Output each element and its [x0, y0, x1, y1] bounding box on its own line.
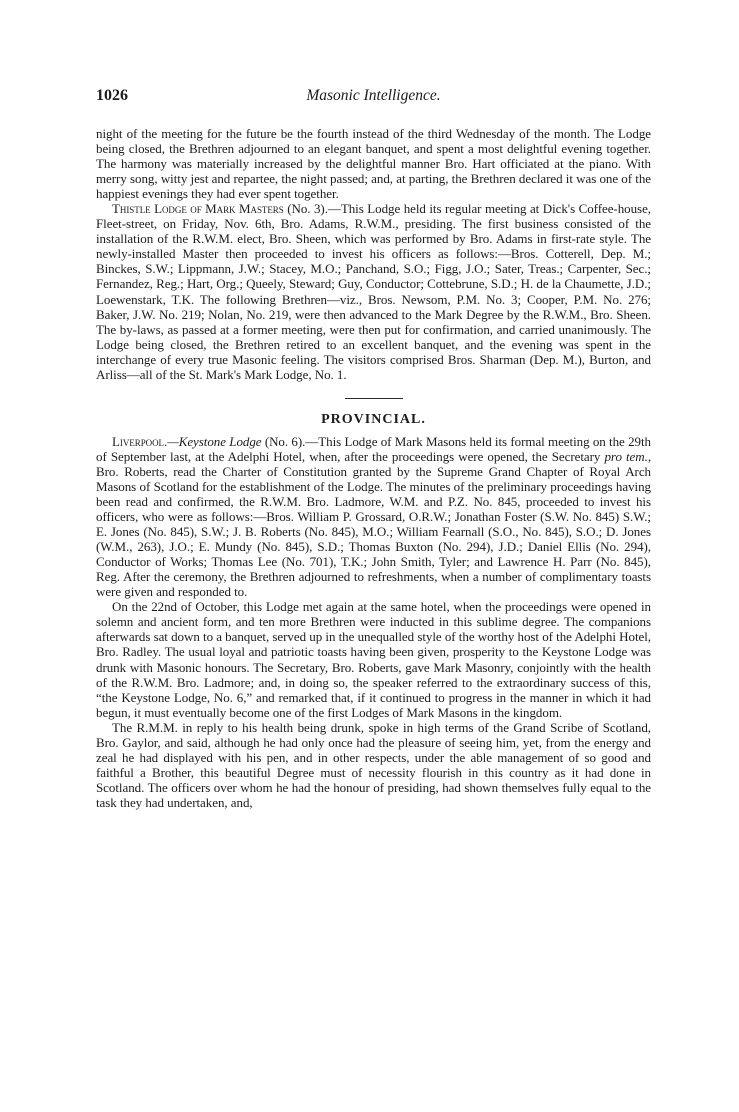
section-divider: [345, 398, 403, 399]
paragraph-rmm-reply: The R.M.M. in reply to his health being drunk, spoke in high terms of the Grand Scribe of Scotland, Bro. Gaylor, and said, although he had only once had the pleasure of seeing him, yet, from the energy and zeal he had displayed with his pen, and in other respects, under the able management of so good and faithful a Brother, this beautiful Degree must of necessity flourish in this country as it had done in Scotland. The officers over whom he had the honour of presiding, had shown themselves fully equal to the task they had undertaken, and,: [96, 719, 651, 810]
page-number: 1026: [96, 87, 128, 104]
paragraph-lodge-closing: night of the meeting for the future be the fourth instead of the third Wednesday of the month. The Lodge being closed, the Brethren adjourned to an elegant banquet, and spent a most delightful evening together. The harmony was materially increased by the delightful manner Bro. Hart officiated at the piano. With merry song, witty jest and repartee, the night passed; and, at parting, the Brethren declared it was one of the happiest evenings they had ever spent together.: [96, 126, 651, 202]
page-header: [96, 87, 651, 111]
lodge-name-keystone: —Keystone Lodge: [167, 433, 262, 449]
article-body: [96, 126, 651, 810]
paragraph-thistle-lodge: [96, 201, 651, 382]
section-heading-provincial: PROVINCIAL.: [321, 411, 426, 427]
paragraph-keystone-lodge: [96, 434, 651, 600]
paragraph-october-meeting: On the 22nd of October, this Lodge met again at the same hotel, when the proceedings were opened in solemn and ancient form, and ten more Brethren were inducted in this sublime degree. The companions afterwards sat down to a banquet, served up in the unequalled style of the worthy host of the Adelphi Hotel, Bro. Radley. The usual loyal and patriotic toasts having been given, prosperity to the Keystone Lodge was drunk with Masonic honours. The Secretary, Bro. Roberts, gave Mark Masonry, conjointly with the health of the R.W.M. Bro. Ladmore; and, in doing so, the speaker referred to the extraordinary success of this, “the Keystone Lodge, No. 6,” and remarked that, if it continued to progress in the manner in which it had begun, it must eventually become one of the first Lodges of Mark Masons in the kingdom.: [96, 599, 651, 720]
keystone-report-part2: , Bro. Roberts, read the Charter of Constitution granted by the Supreme Grand Chapter of Royal Arch Masons of Scotland for the establishment of the Lodge. The minutes of the preliminary proceedings having been read and confirmed, the R.W.M. Bro. Ladmore, W.M. and P.Z. No. 845, proceeded to invest his officers, who were as follows:—Bros. William P. Grossard, O.R.W.; Jonathan Foster (S.W. No. 845) S.W.; E. Jones (No. 845), S.W.; J. B. Roberts (No. 845), M.O.; William Fearnall (S.O., No. 845), S.O.; D. Jones (W.M., 263), J.O.; E. Mundy (No. 845), S.D.; Thomas Buxton (No. 294), J.D.; Daniel Ellis (No. 294), Conductor of Works; Thomas Lee (No. 701), T.K.; John Smith, Tyler; and Lawrence H. Parr (No. 845), Reg. After the ceremony, the Brethren adjourned to refreshments, when a number of complimentary toasts were given and responded to.: [96, 448, 652, 600]
lodge-name-thistle: Thistle Lodge of Mark Masters: [112, 201, 284, 217]
keystone-report-part1: (No. 6).—This Lodge of Mark Masons held its formal meeting on the 29th of September last, at the Adelphi Hotel, when, after the proceedings were opened, the Secretary: [96, 433, 651, 464]
place-name-liverpool: Liverpool.: [112, 433, 168, 449]
thistle-lodge-report: (No. 3).—This Lodge held its regular meeting at Dick's Coffee-house, Fleet-street, on Friday, Nov. 6th, Bro. Adams, R.W.M., presiding. The first business consisted of the installation of the R.W.M. elect, Bro. Sheen, which was performed by Bro. Adams in first-rate style. The newly-installed Master then proceeded to invest his officers as follows:—Bros. Cotterell, Dep. M.; Binckes, S.W.; Lippmann, J.W.; Stacey, M.O.; Panchand, S.O.; Figg, J.O.; Sater, Treas.; Carpenter, Sec.; Fernandez, Reg.; Hart, Org.; Queely, Steward; Guy, Conductor; Cottebrune, S.D.; H. de la Chaumette, J.D.; Loewenstark, T.K. The following Brethren—viz., Bros. Newsom, P.M. No. 3; Cooper, P.M. No. 276; Baker, J.W. No. 219; Nolan, No. 219, were then advanced to the Mark Degree by the R.W.M., Bro. Sheen. The by-laws, as passed at a former meeting, were then put for confirmation, and carried unanimously. The Lodge being closed, the Brethren retired to an excellent banquet, and the evening was spent in the interchange of every true Masonic feeling. The visitors comprised Bros. Sharman (Dep. M.), Burton, and Arliss—all of the St. Mark's Mark Lodge, No. 1.: [96, 201, 651, 382]
pro-tem-phrase: pro tem.: [604, 448, 648, 464]
running-title: Masonic Intelligence.: [306, 87, 441, 104]
